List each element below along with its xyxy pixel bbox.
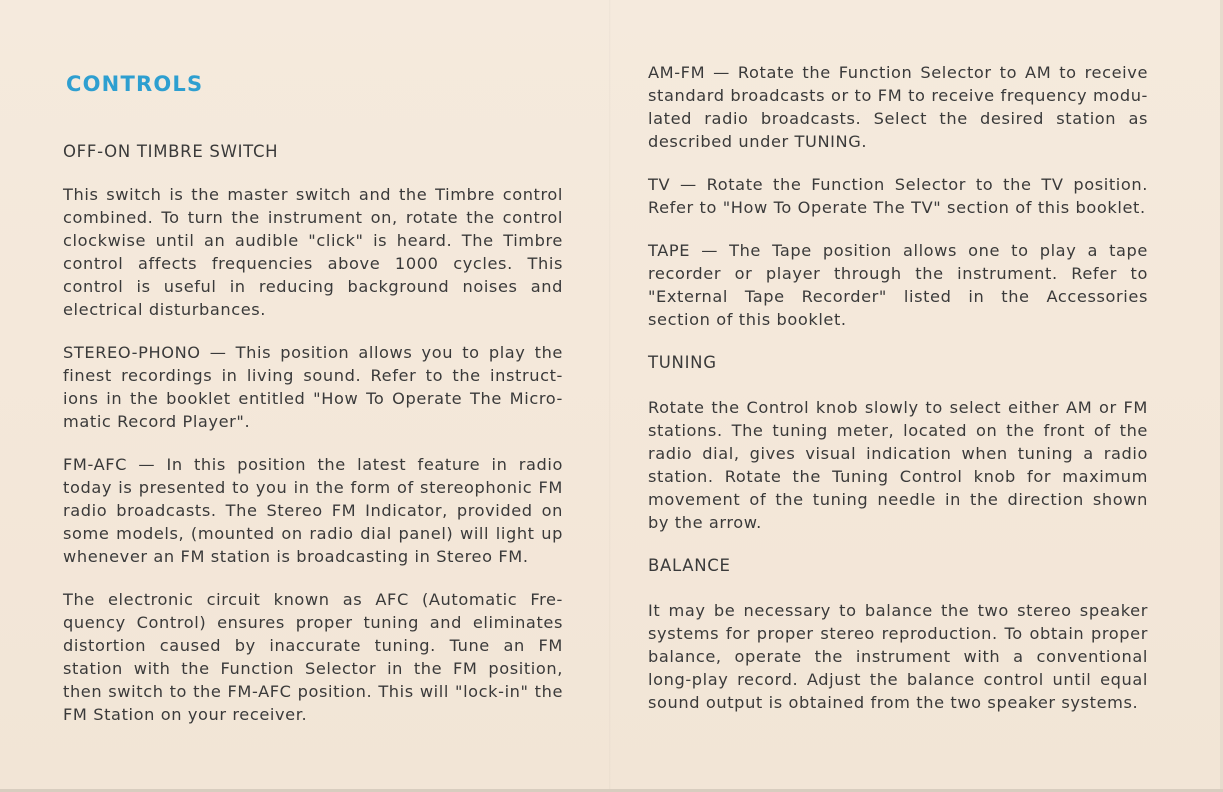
paragraph-balance: It may be necessary to balance the two stereo speaker systems for proper stereo reproduction. To obtain proper balance, operate the instrument with a conventional long-play record. Adjust the balance control until equal sound output is obtained from the two speaker systems. — [648, 601, 1148, 712]
right-column — [648, 61, 1148, 734]
paragraph-tv: TV — Rotate the Function Selector to the TV position. Refer to "How To Operate The TV" section of this booklet. — [648, 175, 1148, 217]
paragraph-tape: TAPE — The Tape position allows one to play a tape recorder or player through the instrument. Refer to "External Tape Recorder" listed in the Accessories section of this booklet. — [648, 241, 1148, 329]
section-heading-balance: BALANCE — [648, 556, 731, 575]
page-title: CONTROLS — [66, 72, 204, 96]
section-heading-tuning: TUNING — [648, 353, 717, 372]
paragraph-fm-afc: FM-AFC — In this position the latest feature in radio today is presented to you in the form of stereophonic FM radio broadcasts. The Stereo FM Indicator, provided on some models, (mounted on radio dial panel) will light up whenever an FM station is broadcasting in Stereo FM. — [63, 455, 563, 566]
paragraph-stereo-phono: STEREO-PHONO — This position allows you to play the finest recordings in living sound. Refer to the instruct-ions in the booklet entitled "How To Operate The Micro-matic Record Player". — [63, 343, 563, 431]
left-column — [63, 140, 563, 746]
section-heading-off-on-timbre-switch: OFF-ON TIMBRE SWITCH — [63, 142, 279, 161]
paragraph-tuning: Rotate the Control knob slowly to select either AM or FM stations. The tuning meter, located on the front of the radio dial, gives visual indication when tuning a radio station. Rotate the Tuning Control knob for maximum movement of the tuning needle in the direction shown by the arrow. — [648, 398, 1148, 532]
paragraph-timbre-switch: This switch is the master switch and the Timbre control combined. To turn the instrument on, rotate the control clockwise until an audible "click" is heard. The Timbre control affects frequencies above 1000 cycles. This control is useful in reducing background noises and electrical disturbances. — [63, 185, 563, 319]
paragraph-am-fm: AM-FM — Rotate the Function Selector to AM to receive standard broadcasts or to FM to receive frequency modu-lated radio broadcasts. Select the desired station as described under TUNING. — [648, 63, 1148, 151]
paragraph-afc-circuit: The electronic circuit known as AFC (Automatic Fre-quency Control) ensures proper tuning and eliminates distortion caused by inaccurate tuning. Tune an FM station with the Function Selector in the FM position, then switch to the FM-AFC position. This will "lock-in" the FM Station on your receiver. — [63, 590, 563, 724]
page-gutter — [609, 0, 611, 792]
